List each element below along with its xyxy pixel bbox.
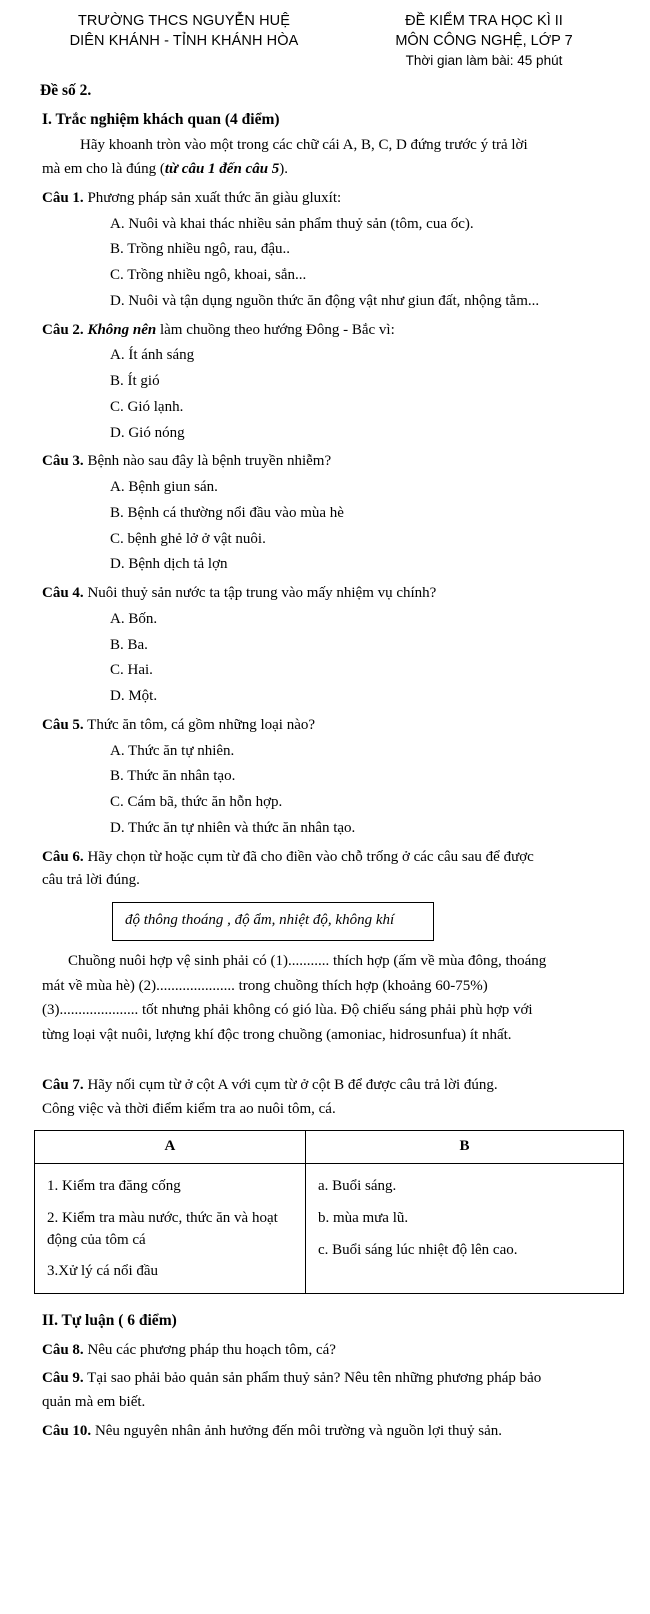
question-2-option-a: A. Ít ánh sáng (110, 347, 195, 364)
question-6-number: Câu 6. (42, 848, 84, 865)
question-10-prompt (42, 1421, 624, 1443)
column-a-item-3: 3.Xử lý cá nổi đầu (47, 1263, 159, 1280)
question-2-prompt (42, 320, 624, 342)
question-5-option-d: D. Thức ăn tự nhiên và thức ăn nhân tạo. (110, 819, 356, 836)
question-4-text: Nuôi thuỷ sản nước ta tập trung vào mấy nhiệm vụ chính? (83, 585, 437, 602)
column-b-item-a: a. Buổi sáng. (317, 1178, 397, 1195)
question-6-fill-line4: từng loại vật nuôi, lượng khí độc trong chuồng (amoniac, hidrosunfua) ít nhất. (42, 1027, 512, 1044)
document-header (34, 12, 624, 70)
question-10-number: Câu 10. (42, 1422, 92, 1439)
question-3-option-c: C. bệnh ghẻ lở ở vật nuôi. (110, 530, 266, 547)
column-a-item-1: 1. Kiểm tra đăng cống (47, 1178, 181, 1195)
question-7-text-line2: Công việc và thời điểm kiểm tra ao nuôi tôm, cá. (42, 1100, 336, 1117)
question-1-option-c: C. Trồng nhiều ngô, khoai, sắn... (110, 267, 307, 284)
exam-title-line2: MÔN CÔNG NGHỆ, LỚP 7 (395, 32, 573, 49)
spacer (34, 1050, 624, 1068)
question-3-option-b: B. Bệnh cá thường nổi đầu vào mùa hè (110, 504, 344, 521)
part1-title: I. Trắc nghiệm khách quan (4 điểm) (42, 110, 280, 128)
question-5-option-c: C. Cám bã, thức ăn hỗn hợp. (110, 794, 283, 811)
question-2-number: Câu 2. (42, 321, 84, 338)
question-4-prompt (42, 583, 624, 605)
question-2-option-d: D. Gió nóng (110, 424, 185, 441)
school-name-line1: TRƯỜNG THCS NGUYỄN HUỆ (77, 13, 291, 29)
column-a-item-2: 2. Kiểm tra màu nước, thức ăn và hoạt động của tôm cá (47, 1209, 278, 1248)
question-5-number: Câu 5. (42, 716, 84, 733)
question-8-text: Nêu các phương pháp thu hoạch tôm, cá? (83, 1341, 336, 1358)
question-1-prompt (42, 188, 624, 210)
question-3-prompt (42, 451, 624, 473)
exam-title-line1: ĐỀ KIỂM TRA HỌC KÌ II (405, 13, 563, 29)
table-cell-column-b (305, 1164, 623, 1294)
question-4-option-d: D. Một. (110, 688, 158, 705)
question-9-number: Câu 9. (42, 1370, 84, 1387)
question-2-option-b: B. Ít gió (110, 373, 160, 390)
table-header-b: B (305, 1131, 623, 1164)
question-7-number: Câu 7. (42, 1076, 84, 1093)
school-name-line2: DIÊN KHÁNH - TỈNH KHÁNH HÒA (69, 32, 299, 49)
question-6-text: Hãy chọn từ hoặc cụm từ đã cho điền vào chỗ trống ở các câu sau để được (83, 848, 534, 865)
instruction-emphasis: từ câu 1 đến câu 5 (164, 161, 280, 178)
question-9-prompt (42, 1368, 624, 1390)
question-6-fill-line1: Chuồng nuôi hợp vệ sinh phải có (1)........... thích hợp (ấm về mùa đông, thoáng (68, 952, 547, 969)
question-4-option-b: B. Ba. (110, 636, 148, 653)
question-4-option-a: A. Bốn. (110, 610, 158, 627)
question-2-emphasis: Không nên (83, 321, 157, 338)
question-1-number: Câu 1. (42, 189, 84, 206)
question-6-text-line2: câu trả lời đúng. (42, 872, 140, 889)
question-6-prompt (42, 847, 624, 869)
question-3-text: Bệnh nào sau đây là bệnh truyền nhiễm? (83, 453, 332, 470)
instruction-text-end: ). (279, 161, 289, 178)
question-6-fill-line2: mát về mùa hè) (2)..................... trong chuồng thích hợp (khoảng 60-75%) (42, 977, 488, 994)
question-2-option-c: C. Gió lạnh. (110, 398, 184, 415)
question-5-text: Thức ăn tôm, cá gồm những loại nào? (83, 716, 316, 733)
table-header-a: A (35, 1131, 306, 1164)
table-row (35, 1164, 624, 1294)
question-1-option-b: B. Trồng nhiều ngô, rau, đậu.. (110, 241, 290, 258)
column-b-item-b: b. mùa mưa lũ. (317, 1209, 409, 1226)
question-1-option-d: D. Nuôi và tận dụng nguồn thức ăn động vật như giun đất, nhộng tằm... (110, 292, 540, 309)
question-3-option-a: A. Bệnh giun sán. (110, 479, 218, 496)
question-1-option-a: A. Nuôi và khai thác nhiều sản phẩm thuỷ sản (tôm, cua ốc). (110, 215, 474, 232)
question-5-option-b: B. Thức ăn nhân tạo. (110, 768, 236, 785)
table-header-row (35, 1131, 624, 1164)
question-9-text: Tại sao phải bảo quản sản phẩm thuỷ sản? Nêu tên những phương pháp bảo (83, 1370, 542, 1387)
question-7-prompt (42, 1075, 624, 1097)
question-4-option-c: C. Hai. (110, 662, 153, 679)
part1-instruction-line2 (42, 159, 624, 181)
question-5-option-a: A. Thức ăn tự nhiên. (110, 742, 235, 759)
question-7-text: Hãy nối cụm từ ở cột A với cụm từ ở cột B để được câu trả lời đúng. (83, 1076, 498, 1093)
matching-table (34, 1130, 624, 1294)
exam-title-block (344, 12, 624, 70)
question-8-prompt (42, 1340, 624, 1362)
exam-code: Đề số 2. (40, 82, 92, 100)
part2-title: II. Tự luận ( 6 điểm) (42, 1312, 177, 1330)
spacer (34, 1300, 624, 1308)
exam-duration: Thời gian làm bài: 45 phút (405, 53, 563, 69)
question-2-text: làm chuồng theo hướng Đông - Bắc vì: (156, 321, 395, 338)
question-3-number: Câu 3. (42, 453, 84, 470)
column-b-item-c: c. Buổi sáng lúc nhiệt độ lên cao. (317, 1241, 518, 1258)
question-10-text: Nêu nguyên nhân ảnh hưởng đến môi trường và nguồn lợi thuỷ sản. (91, 1422, 503, 1439)
school-block (34, 12, 334, 51)
question-3-option-d: D. Bệnh dịch tả lợn (110, 556, 228, 573)
question-4-number: Câu 4. (42, 585, 84, 602)
instruction-text: mà em cho là đúng ( (42, 161, 165, 178)
part1-instruction-line1: Hãy khoanh tròn vào một trong các chữ cái A, B, C, D đứng trước ý trả lời (80, 137, 528, 154)
question-9-text-line2: quản mà em biết. (42, 1394, 146, 1410)
question-1-text: Phương pháp sản xuất thức ăn giàu gluxít: (83, 189, 342, 206)
table-cell-column-a (35, 1164, 306, 1294)
question-6-fill-line3: (3)..................... tốt nhưng phải không có gió lùa. Độ chiếu sáng phải phù hợp với (42, 1002, 533, 1019)
question-5-prompt (42, 715, 624, 737)
question-8-number: Câu 8. (42, 1341, 84, 1358)
question-6-word-bank: độ thông thoáng , độ ẩm, nhiệt độ, không khí (112, 902, 434, 941)
